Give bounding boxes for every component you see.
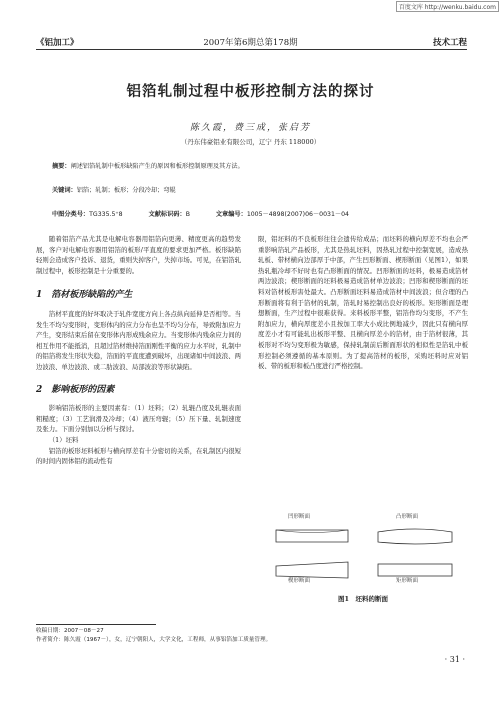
doc-code-label: 文献标识码：	[148, 211, 186, 218]
abstract-text: 阐述铝箔轧制中板形缺陷产生的原因和板形控制原理及其方法。	[70, 163, 244, 170]
abstract-label: 摘要：	[52, 163, 71, 170]
left-column	[36, 234, 241, 467]
intro-paragraph: 随着铝箔产品尤其是电解电容器用铝箔向更薄、精度更高的趋势发展，客户对电解电容器用铝箔的板形/平直度的要求更加严格。板形缺陷轻则会造成客户投诉、退货，重则失掉客户，失掉市场。可见，在铝箔轧制过程中，板形控制是十分重要的。	[36, 235, 241, 275]
right-column-paragraph: 限，铝坯料的不良板形往往会遗传给成品；而坯料的横向厚差不均也会严重影响箔轧产品板形，尤其是热轧坯料，因热轧过程中控制宽展，造成热轧板、带材横向边部厚于中部，产生凹形断面、楔形断面（见图1），如果热轧瓶冷却不好时也有凸形断面的情况。凹形断面的坯料，极易造成箔材两边波浪；楔形断面的坯料极易造成箔材单边波浪；凹形和楔形断面的坯料对箔材板形害处最大。凸形断面坯料易造成箔材中间波浪；但合理的凸形断面将有利于箔材的轧制，箔轧时易控制出良好的板形。矩形断面是理想断面，生产过程中很难获得。来料板形平整，铝箔作均匀变形，不产生附加应力，横向厚度差小且按加工率大小成比例地减少，因此只有横向厚度差小才有可能轧出板形平整、且横向厚差小的箔材，由于箔材很薄，其板形对不均匀变形极为敏感，保持轧制前后断面形状的相似性是箔轧中板形控制必须遵循的基本原则。为了提高箔材的板形，采购坯料时应对铝板、带的板形和板凸度进行严格控制。	[258, 235, 468, 371]
article-number-value: 1005－4898(2007)06－0031－04	[246, 211, 349, 218]
clc-value: TG335.5⁺8	[89, 211, 123, 218]
section-1-heading: 1 箔材板形缺陷的产生	[36, 290, 133, 301]
concave-section-shape	[276, 530, 348, 542]
author-bio: 作者简介：陈久霞（1967－），女，辽宁朝阳人，大学文化，工程师，从事铝箔加工质量管理。	[36, 637, 272, 643]
article-number-label: 文章编号：	[215, 211, 247, 218]
keywords-text: 铝箔；轧制；板形；分段冷却；弯辊	[76, 187, 176, 194]
received-date: 收稿日期：2007－08－27	[36, 628, 104, 634]
article-title: 铝箔轧制过程中板形控制方法的探讨	[126, 83, 375, 100]
authors: 陈久霞，费三成，张启芳	[189, 123, 311, 133]
figure-1	[268, 514, 468, 620]
header-rule	[36, 49, 467, 50]
issue-info: 2007年第6期总第178期	[203, 38, 298, 48]
convex-section-shape	[378, 529, 452, 544]
rectangle-label: 矩形断面	[396, 578, 419, 584]
section-2-paragraph-2: 铝箔的板形坯料板形与横向厚差有十分密切的关系，在轧制区内很短的时间内固体铝的流动性有	[36, 446, 241, 466]
concave-label: 凹形断面	[288, 514, 311, 520]
affiliation: （丹东伟豪铝业有限公司，辽宁 丹东 118000）	[180, 138, 321, 146]
section-1-paragraph: 箔材平直度的好坏取决于轧件宽度方向上各点纵向延伸是否相等。当发生不均匀变形时，变形体内的应力分布也呈不均匀分布，导致附加应力产生，变形结束后留在变形体内形成残余应力。当变形体内残余应力间的相互作用不能抵消，且超过箔材维持箔面刚性平衡的应力水平时，轧制中的铝箔将发生形状失稳，箔面的平直度遭到破坏，出现诸如中间波浪、两边波浪、单边波浪、或二肋波浪、局部波浪等形状缺陷。	[36, 309, 241, 371]
figure-1-caption: 图1 坯料的断面	[337, 595, 389, 603]
convex-label: 凸形断面	[396, 514, 419, 520]
journal-name: 《铝加工》	[36, 38, 79, 48]
wedge-section-shape	[276, 562, 348, 578]
doc-code-value: B	[185, 211, 190, 218]
section-2-paragraph: 影响铝箔板形的主要因素有：（1）坯料；（2）轧辊凸度及轧辊表面粗糙度；（3）工艺润滑及冷却；（4）液压弯辊；（5）压下量、轧制速度及张力。下面分别加以分析与探讨。	[36, 404, 241, 434]
abstract	[52, 162, 467, 172]
page-number: · 31 ·	[444, 655, 465, 664]
section-2-heading: 2 影响板形的因素	[36, 384, 115, 395]
subsection-billet-heading: （1）坯料	[48, 435, 79, 444]
right-column	[258, 234, 468, 372]
keywords	[52, 186, 467, 196]
keywords-label: 关键词：	[52, 187, 77, 194]
footnote-rule	[36, 624, 156, 625]
watermark: 百度文库 http://wenku.baidu.com	[396, 1, 499, 12]
wedge-label: 楔形断面	[288, 578, 311, 584]
classification	[52, 210, 467, 220]
column-name: 技术工程	[432, 38, 467, 48]
rectangular-section-shape	[378, 564, 452, 576]
clc-label: 中图分类号：	[52, 211, 90, 218]
